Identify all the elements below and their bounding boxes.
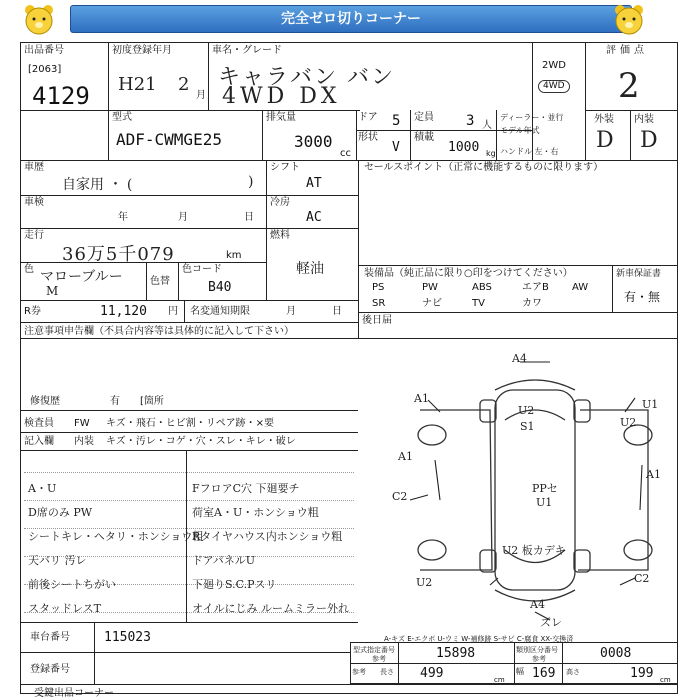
remarks-area	[20, 450, 358, 622]
remark-left: D席のみ PW	[28, 506, 93, 519]
damage-mark: A1	[398, 450, 413, 463]
chassis-value: 115023	[104, 630, 151, 645]
history-label: 車歴	[24, 162, 44, 173]
load-label: 積載	[414, 132, 434, 143]
sales-label: セールスポイント（正常に機能するものに限ります）	[364, 162, 604, 173]
cert-value: 15898	[436, 646, 476, 661]
inspector-row2-head: 内装	[74, 436, 94, 447]
equipment-item: TV	[472, 298, 485, 309]
damage-mark: A4	[512, 352, 527, 365]
remark-right: Rタイヤハウス内ホンショウ粗	[192, 530, 343, 543]
len-unit: cm	[494, 676, 505, 684]
reg-no-label: 登録番号	[30, 664, 70, 675]
legend: A-キズ E-エクボ U-ウミ W-補修跡 S-サビ C-腐食 XX-交換済	[384, 635, 574, 643]
len-label: 長さ	[380, 668, 394, 676]
shape-value: V	[392, 140, 400, 155]
damage-mark: A4	[530, 598, 545, 611]
history-value: 自家用 ・ (	[62, 177, 133, 193]
displacement-label: 排気量	[266, 112, 296, 123]
recycle-value: 11,120	[100, 304, 147, 319]
equipment-item: SR	[372, 298, 386, 309]
warranty-value: 有・無	[624, 290, 661, 304]
model-label: 型式	[112, 112, 132, 123]
hgt-value: 199	[630, 666, 654, 681]
vehicle-grade: 4WD DX	[222, 84, 341, 109]
damage-mark: ズレ	[540, 616, 562, 629]
repair-value: 有	[110, 396, 120, 407]
recycle-unit: 円	[168, 306, 178, 317]
damage-mark: A1	[646, 468, 661, 481]
inspector-row2: キズ・汚レ・コゲ・穴・スレ・キレ・破レ	[106, 436, 296, 447]
doors-label: ドア	[358, 112, 378, 123]
inspection-day: 日	[244, 212, 254, 223]
remark-right: 下廻りS.C.Pスリ	[192, 578, 277, 591]
equipment-item: PS	[372, 282, 385, 293]
load-unit: kg	[486, 149, 496, 158]
color-code: B40	[208, 280, 232, 295]
displacement-unit: cc	[340, 148, 351, 159]
repair-label: 修復歴	[30, 396, 60, 407]
capacity-value: 3	[466, 113, 475, 129]
remark-left: 前後シートちがい	[28, 578, 116, 591]
damage-mark: U2	[416, 576, 433, 589]
mileage-label: 走行	[24, 230, 44, 241]
len-ref: 参考	[352, 668, 366, 676]
mileage-value: 36万5千079	[62, 244, 175, 265]
remark-right: ドアパネルU	[192, 554, 256, 567]
damage-mark: U2	[620, 416, 637, 429]
fuel-label: 燃料	[270, 230, 290, 241]
cls-ref: 参考	[532, 655, 546, 663]
drive-4wd: 4WD	[538, 80, 570, 93]
registration-label: 初度登録年月	[112, 45, 172, 56]
repair-bracket: [箇所	[140, 396, 164, 407]
score-ext-value: D	[596, 128, 614, 153]
equipment-grid	[360, 280, 610, 312]
remark-right: FフロアC穴 下廻要チ	[192, 482, 300, 495]
shift-label: シフト	[270, 162, 300, 173]
model-year-label: モデル年式	[500, 126, 540, 135]
hgt-label: 高さ	[566, 668, 580, 676]
damage-mark: PPセ	[532, 482, 558, 495]
doors-value: 5	[392, 113, 401, 129]
score-label: 評価点	[606, 45, 648, 56]
load-value: 1000	[448, 140, 480, 155]
registration-era: H21	[118, 74, 157, 95]
banner-title: 完全ゼロ切りコーナー	[70, 5, 632, 33]
damage-mark: C2	[392, 490, 408, 503]
postscript-label: 後日届	[362, 315, 392, 326]
equipment-item: AW	[572, 282, 589, 293]
bear-mascot-icon	[612, 2, 646, 36]
recycle-label: R券	[24, 306, 41, 317]
color-tint-label: 色替	[150, 276, 170, 287]
notes-label: 注意事項申告欄（不具合内容等は具体的に記入して下さい）	[24, 326, 294, 337]
dealer-label: ディーラー・並行	[500, 113, 564, 122]
inspection-label: 車検	[24, 197, 44, 208]
equipment-item: ABS	[472, 282, 492, 293]
mileage-unit: km	[226, 250, 242, 261]
cert-ref: 参考	[372, 655, 386, 663]
remark-left: A・U	[28, 482, 57, 495]
cls-value: 0008	[600, 646, 632, 661]
inspector-row1: キズ・飛石・ヒビ割・リペア跡・×要	[106, 418, 274, 429]
notice-label: 名変通知期限	[190, 306, 250, 317]
steering-label: ハンドル 左・右	[500, 147, 559, 156]
aircon-value: AC	[306, 210, 322, 225]
warranty-label: 新車保証書	[616, 269, 662, 279]
damage-mark: S1	[520, 420, 535, 433]
vehicle-label: 車名・グレード	[212, 45, 282, 56]
damage-mark: U1	[642, 398, 659, 411]
hgt-unit: cm	[660, 676, 671, 684]
vehicle-name: キャラバン バン	[218, 65, 395, 90]
equipment-item: ナビ	[422, 298, 442, 309]
inspection-year: 年	[118, 212, 128, 223]
drive-2wd: 2WD	[542, 60, 566, 71]
notice-day: 日	[332, 306, 342, 317]
score-int-label: 内装	[634, 114, 654, 125]
remark-left: 天バリ 汚レ	[28, 554, 87, 567]
diagram-marks	[380, 350, 680, 630]
damage-mark: U2 板カデキ	[502, 544, 566, 557]
color-label: 色	[24, 264, 34, 275]
len-value: 499	[420, 666, 444, 681]
notice-month: 月	[286, 306, 296, 317]
color-sub: M	[46, 284, 59, 298]
score-int-value: D	[640, 128, 658, 153]
lot-sub: [2063]	[28, 64, 62, 75]
wid-label: 幅	[516, 667, 524, 676]
remark-right: オイルにじみ ルームミラー外れ	[192, 602, 349, 615]
damage-mark: C2	[634, 572, 650, 585]
score-ext-label: 外装	[594, 114, 614, 125]
model-value: ADF-CWMGE25	[116, 130, 222, 149]
fuel-value: 軽油	[296, 261, 324, 277]
damage-mark: U1	[536, 496, 553, 509]
inspector-row2-label: 記入欄	[24, 436, 54, 447]
color-value: マローブルー	[40, 269, 123, 285]
shift-value: AT	[306, 176, 322, 191]
color-code-label: 色コード	[182, 264, 222, 275]
capacity-label: 定員	[414, 112, 434, 123]
equipment-label: 装備品（純正品に限り○印をつけてください）	[364, 268, 573, 279]
inspector-row1-head: FW	[74, 418, 90, 429]
banner	[0, 0, 700, 40]
equipment-item: PW	[422, 282, 438, 293]
lot-number: 4129	[32, 82, 90, 110]
chassis-label: 車台番号	[30, 632, 70, 643]
registration-unit: 月	[196, 90, 206, 101]
lot-label: 出品番号	[24, 45, 64, 56]
displacement-value: 3000	[294, 132, 333, 151]
footer-text: 受鍵出品コーナー	[34, 688, 114, 699]
damage-mark: U2	[518, 404, 535, 417]
capacity-unit: 人	[482, 120, 492, 131]
damage-mark: A1	[414, 392, 429, 405]
cls-label: 類別区分番号	[516, 646, 558, 654]
aircon-label: 冷房	[270, 197, 290, 208]
registration-month: 2	[178, 74, 190, 95]
equipment-item: カワ	[522, 298, 542, 309]
remark-left: スタッドレスT	[28, 602, 102, 615]
equipment-item: エアB	[522, 282, 549, 293]
shape-label: 形状	[358, 132, 378, 143]
bear-mascot-icon	[22, 2, 56, 36]
score-value: 2	[618, 66, 640, 106]
wid-value: 169	[532, 666, 556, 681]
remark-right: 荷室A・U・ホンショウ粗	[192, 506, 319, 519]
remark-left: シートキレ・ヘタリ・ホンショウ粗	[28, 530, 204, 543]
inspector-label: 検査員	[24, 418, 54, 429]
cert-label: 型式指定番号	[353, 646, 395, 654]
inspection-month: 月	[178, 212, 188, 223]
history-close: )	[248, 174, 254, 190]
